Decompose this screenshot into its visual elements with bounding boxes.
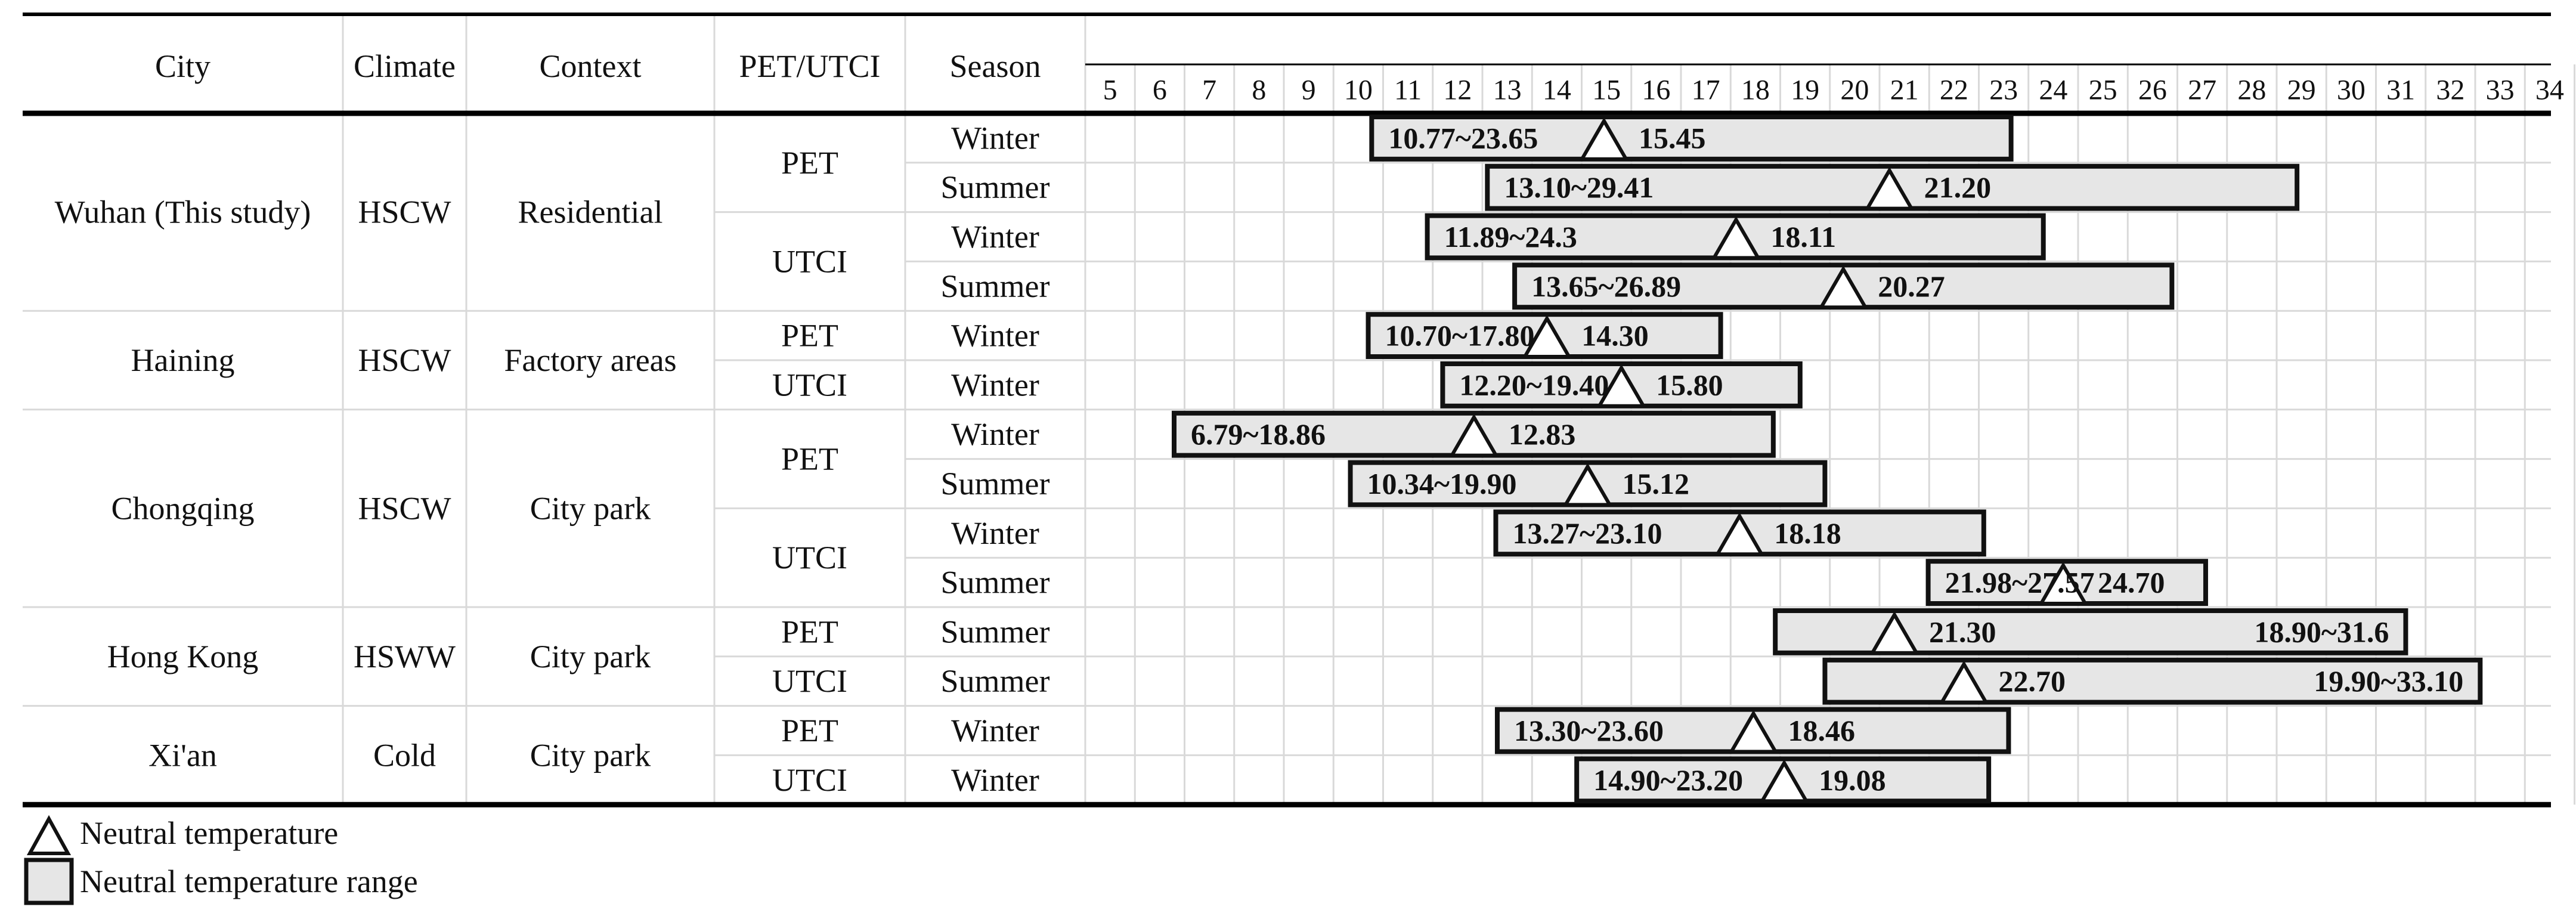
neutral-label: 18.46 bbox=[1788, 714, 1856, 747]
season-cell: Winter bbox=[951, 416, 1039, 453]
neutral-label: 14.30 bbox=[1581, 318, 1649, 352]
x-tick-label: 24 bbox=[2039, 74, 2068, 106]
legend-box-icon bbox=[26, 860, 72, 903]
city-header: City bbox=[154, 48, 211, 84]
range-label: 13.30~23.60 bbox=[1513, 714, 1664, 747]
climate-cell: HSCW bbox=[358, 342, 451, 378]
climate-header: Climate bbox=[354, 48, 456, 84]
range-label: 6.79~18.86 bbox=[1191, 417, 1326, 451]
index-cell: PET bbox=[781, 317, 839, 354]
index-cell: PET bbox=[781, 713, 839, 748]
neutral-label: 20.27 bbox=[1878, 269, 1945, 303]
range-label: 19.90~33.10 bbox=[2314, 664, 2464, 698]
index-cell: PET bbox=[781, 144, 839, 181]
index-cell: PET bbox=[781, 441, 839, 477]
context-cell: City park bbox=[530, 638, 651, 674]
index-cell: UTCI bbox=[772, 540, 847, 576]
season-cell: Winter bbox=[951, 713, 1039, 748]
x-tick-label: 18 bbox=[1741, 74, 1770, 106]
context-header: Context bbox=[539, 48, 642, 84]
climate-cell: HSCW bbox=[358, 194, 451, 230]
range-label: 13.65~26.89 bbox=[1531, 269, 1682, 303]
climate-cell: HSCW bbox=[358, 490, 451, 527]
neutral-label: 18.11 bbox=[1770, 220, 1837, 253]
legend-triangle-icon bbox=[30, 819, 68, 853]
season-cell: Winter bbox=[951, 762, 1039, 798]
x-tick-label: 16 bbox=[1642, 74, 1671, 106]
x-tick-label: 5 bbox=[1103, 74, 1117, 106]
neutral-label: 15.80 bbox=[1656, 368, 1723, 402]
x-tick-label: 20 bbox=[1840, 74, 1869, 106]
context-cell: Residential bbox=[518, 194, 663, 230]
range-label: 10.77~23.65 bbox=[1388, 121, 1538, 155]
range-label: 12.20~19.40 bbox=[1459, 368, 1609, 402]
climate-cell: Cold bbox=[373, 737, 436, 773]
season-cell: Summer bbox=[940, 614, 1050, 650]
range-label: 13.10~29.41 bbox=[1504, 171, 1654, 205]
context-cell: Factory areas bbox=[504, 342, 677, 378]
neutral-label: 21.30 bbox=[1928, 615, 1996, 649]
neutral-label: 22.70 bbox=[1998, 664, 2066, 698]
range-label: 10.70~17.80 bbox=[1385, 318, 1535, 352]
x-tick-label: 21 bbox=[1890, 74, 1919, 106]
season-cell: Summer bbox=[940, 268, 1050, 304]
season-cell: Summer bbox=[940, 169, 1050, 206]
neutral-label: 19.08 bbox=[1819, 763, 1886, 797]
x-tick-label: 7 bbox=[1202, 74, 1217, 106]
season-header: Season bbox=[949, 48, 1041, 84]
season-cell: Summer bbox=[940, 663, 1050, 700]
x-tick-label: 6 bbox=[1152, 74, 1167, 106]
x-tick-label: 19 bbox=[1791, 74, 1820, 106]
x-tick-label: 33 bbox=[2485, 74, 2515, 106]
index-cell: UTCI bbox=[772, 663, 847, 700]
city-cell: Chongqing bbox=[111, 490, 255, 527]
climate-cell: HSWW bbox=[354, 638, 456, 674]
x-tick-label: 9 bbox=[1301, 74, 1316, 106]
index-header: PET/UTCI bbox=[739, 48, 881, 84]
range-label: 21.98~27.57 bbox=[1945, 565, 2095, 599]
season-cell: Winter bbox=[951, 317, 1039, 354]
x-tick-label: 15 bbox=[1592, 74, 1621, 106]
x-tick-label: 29 bbox=[2287, 74, 2316, 106]
x-tick-label: 32 bbox=[2436, 74, 2465, 106]
city-cell: Haining bbox=[131, 342, 235, 378]
x-tick-label: 31 bbox=[2386, 74, 2416, 106]
x-tick-label: 26 bbox=[2138, 74, 2167, 106]
context-cell: City park bbox=[530, 490, 651, 527]
x-tick-label: 17 bbox=[1691, 74, 1720, 106]
x-tick-label: 22 bbox=[1939, 74, 1968, 106]
neutral-label: 15.45 bbox=[1638, 121, 1706, 155]
index-cell: UTCI bbox=[772, 367, 847, 403]
range-label: 13.27~23.10 bbox=[1512, 516, 1662, 550]
season-cell: Winter bbox=[951, 219, 1039, 255]
index-cell: UTCI bbox=[772, 762, 847, 798]
city-cell: Xi'an bbox=[148, 737, 217, 773]
city-cell: Wuhan (This study) bbox=[54, 194, 311, 230]
x-tick-label: 28 bbox=[2237, 74, 2267, 106]
context-cell: City park bbox=[530, 737, 651, 773]
neutral-label: 12.83 bbox=[1508, 417, 1576, 451]
season-cell: Winter bbox=[951, 367, 1039, 403]
index-cell: PET bbox=[781, 614, 839, 650]
range-label: 11.89~24.3 bbox=[1444, 220, 1577, 253]
season-cell: Winter bbox=[951, 515, 1039, 551]
range-label: 18.90~31.6 bbox=[2254, 615, 2389, 649]
x-tick-label: 34 bbox=[2535, 74, 2564, 106]
x-tick-label: 8 bbox=[1252, 74, 1267, 106]
x-tick-label: 27 bbox=[2188, 74, 2217, 106]
legend-label: Neutral temperature bbox=[80, 815, 339, 851]
x-tick-label: 30 bbox=[2336, 74, 2366, 106]
neutral-label: 21.20 bbox=[1924, 171, 1992, 205]
x-tick-label: 14 bbox=[1542, 74, 1571, 106]
season-cell: Winter bbox=[951, 120, 1039, 156]
index-cell: UTCI bbox=[772, 243, 847, 280]
neutral-label: 24.70 bbox=[2098, 565, 2165, 599]
city-cell: Hong Kong bbox=[107, 638, 259, 674]
x-tick-label: 12 bbox=[1443, 74, 1472, 106]
season-cell: Summer bbox=[940, 466, 1050, 502]
x-tick-label: 11 bbox=[1394, 74, 1422, 106]
neutral-label: 15.12 bbox=[1622, 467, 1689, 500]
legend-label: Neutral temperature range bbox=[80, 864, 418, 899]
x-tick-label: 23 bbox=[1989, 74, 2018, 106]
neutral-label: 18.18 bbox=[1774, 516, 1841, 550]
x-tick-label: 13 bbox=[1493, 74, 1522, 106]
x-tick-label: 25 bbox=[2088, 74, 2117, 106]
range-label: 10.34~19.90 bbox=[1367, 467, 1517, 500]
range-label: 14.90~23.20 bbox=[1593, 763, 1744, 797]
x-tick-label: 10 bbox=[1343, 74, 1373, 106]
season-cell: Summer bbox=[940, 564, 1050, 601]
